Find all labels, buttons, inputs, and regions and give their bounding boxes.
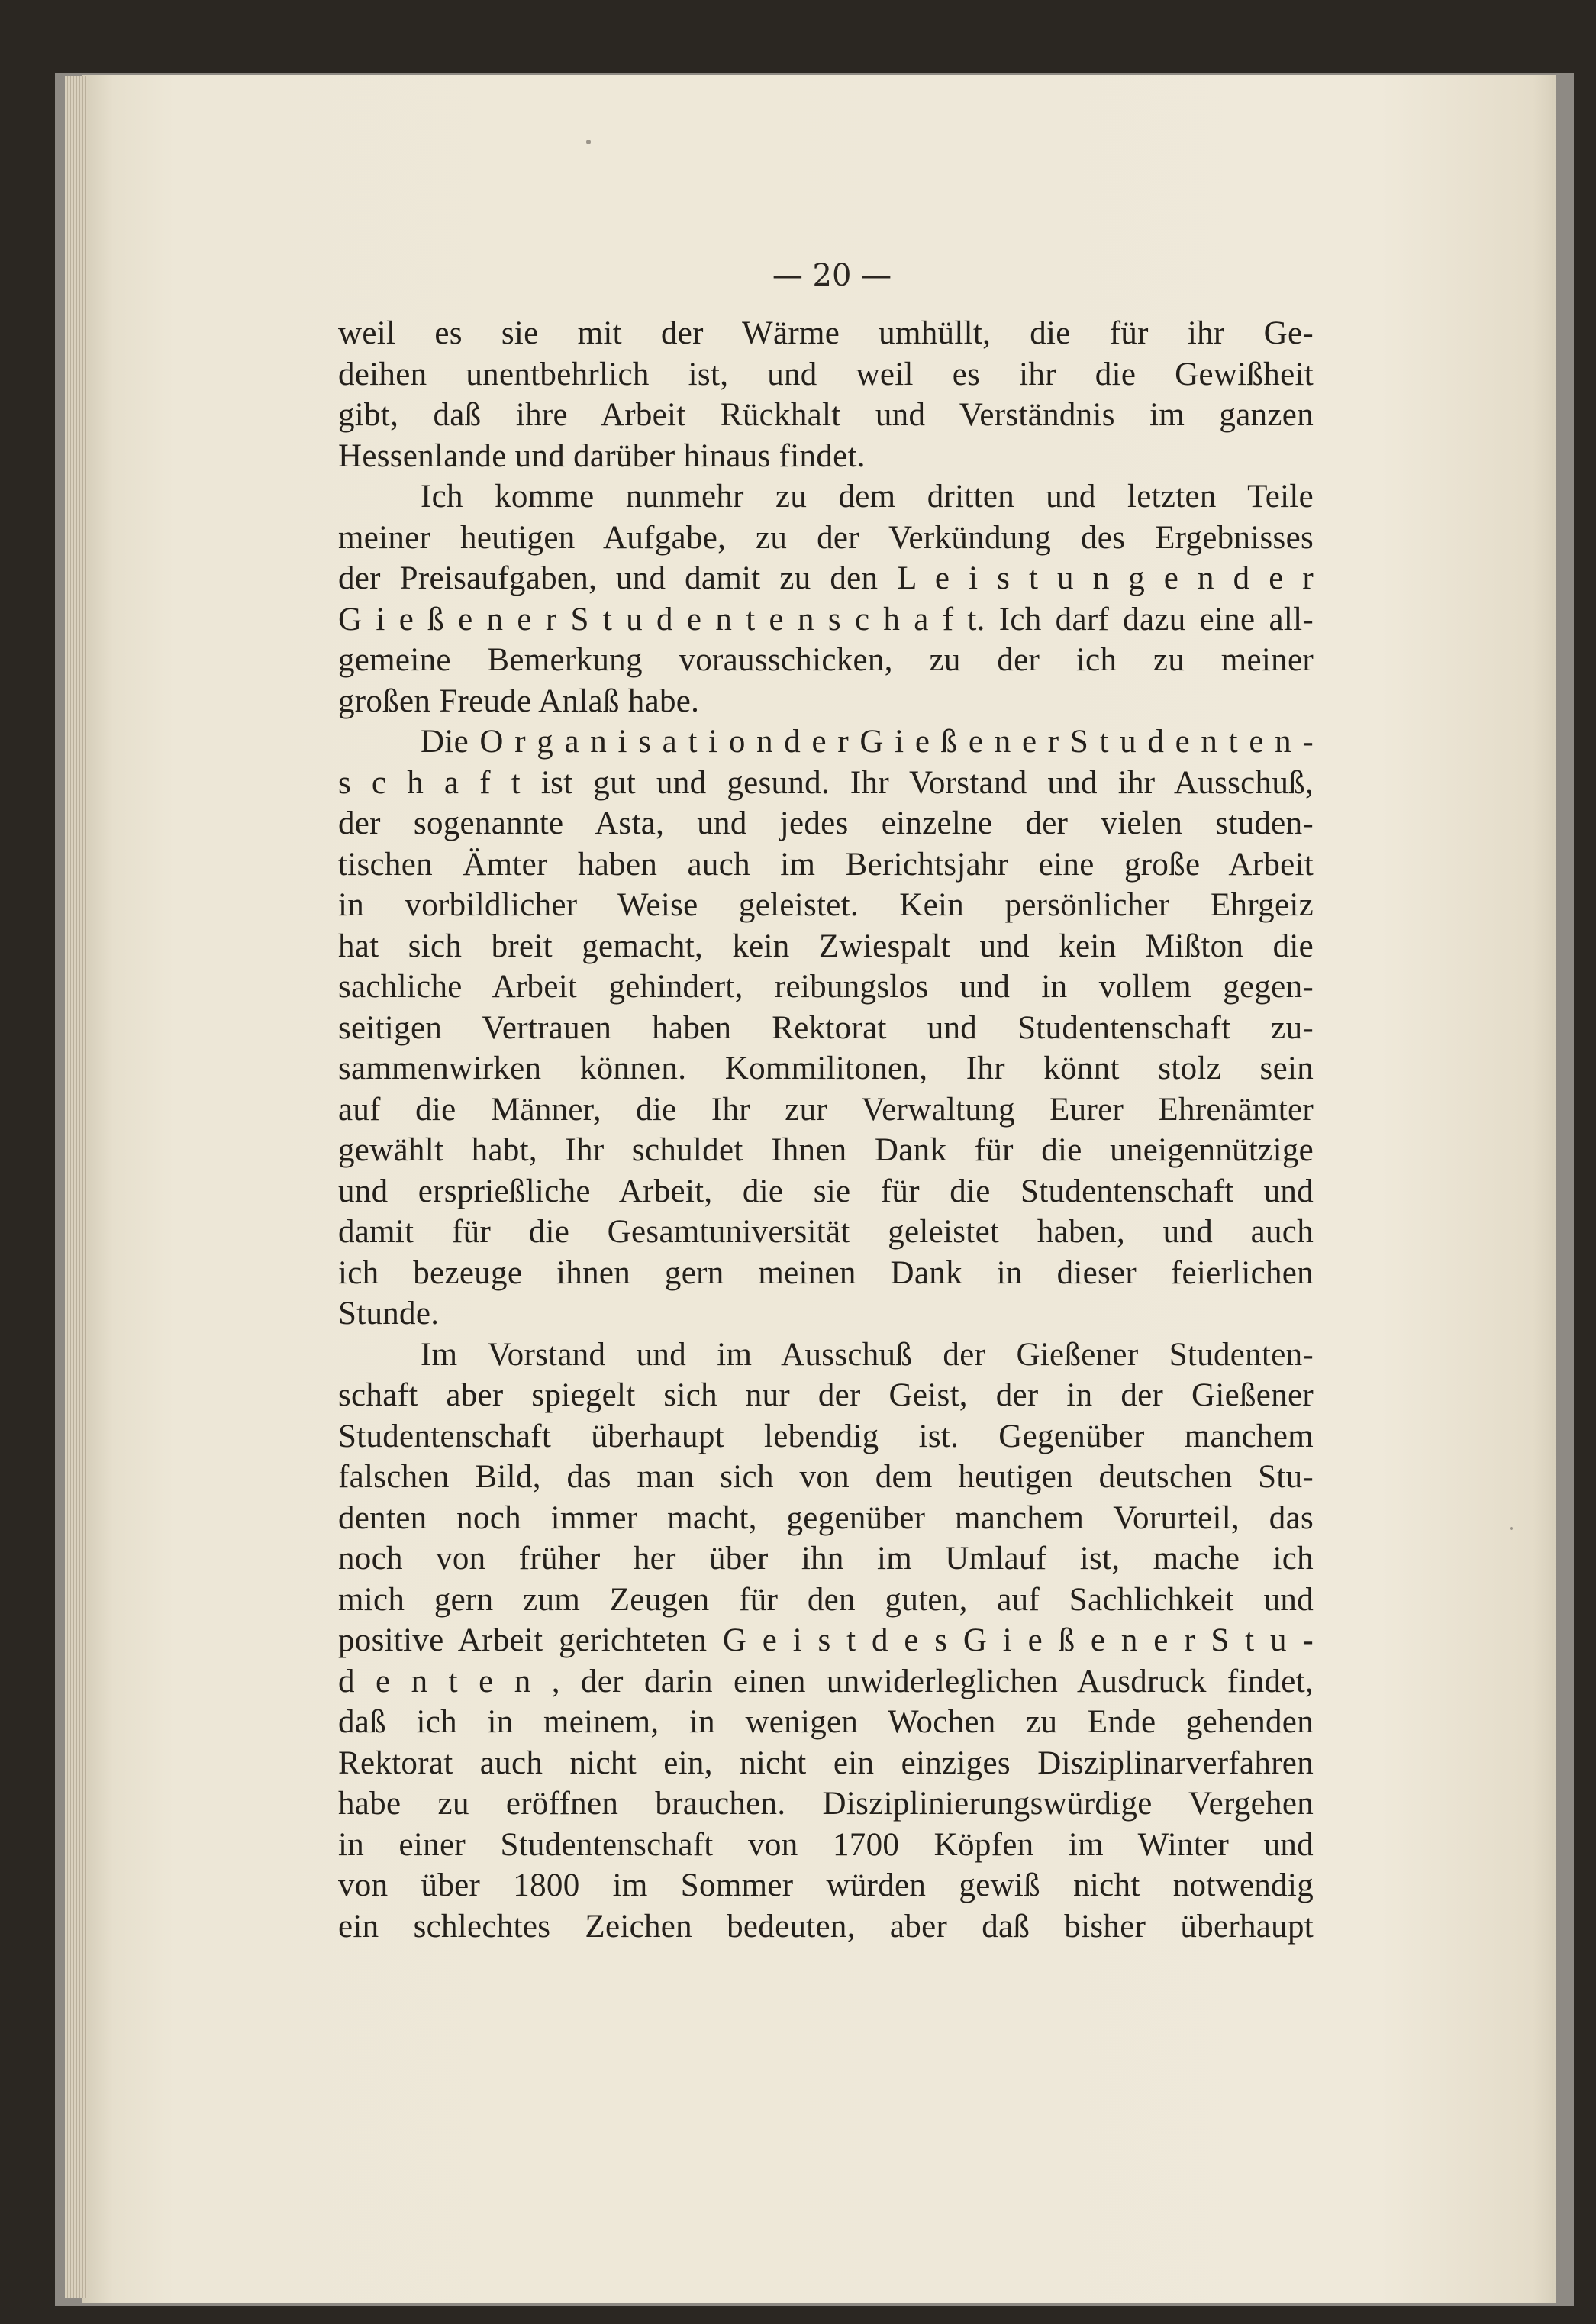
text-line: der Preisaufgaben, und damit zu den L e i s t u n g e n d e r: [338, 560, 1314, 596]
text-line: weil es sie mit der Wärme umhüllt, die für ihr Ge-: [338, 315, 1314, 351]
text-line: Die O r g a n i s a t i o n d e r G i e ß e n e r S t u d e n t e n -: [421, 724, 1314, 760]
text-line: gewählt habt, Ihr schuldet Ihnen Dank für die uneigennützige: [338, 1132, 1314, 1168]
text-line: positive Arbeit gerichteten G e i s t d e s G i e ß e n e r S t u -: [338, 1622, 1314, 1658]
text-line: mich gern zum Zeugen für den guten, auf Sachlichkeit und: [338, 1581, 1314, 1618]
text-line: ein schlechtes Zeichen bedeuten, aber daß bisher überhaupt: [338, 1908, 1314, 1945]
text-line: denten noch immer macht, gegenüber manchem Vorurteil, das: [338, 1499, 1314, 1536]
text-line: der sogenannte Asta, und jedes einzelne der vielen studen-: [338, 805, 1314, 841]
text-line: meiner heutigen Aufgabe, zu der Verkündung des Ergebnisses: [338, 519, 1314, 556]
text-line: gibt, daß ihre Arbeit Rückhalt und Verständnis im ganzen: [338, 397, 1314, 433]
text-line: in einer Studentenschaft von 1700 Köpfen im Winter und: [338, 1826, 1314, 1863]
text-line: daß ich in meinem, in wenigen Wochen zu Ende gehenden: [338, 1704, 1314, 1740]
text-line: Stunde.: [338, 1296, 440, 1331]
body-text: [338, 313, 1314, 1947]
text-line: und ersprießliche Arbeit, die sie für die Studentenschaft und: [338, 1173, 1314, 1209]
text-line: schaft aber spiegelt sich nur der Geist, der in der Gießener: [338, 1377, 1314, 1413]
text-line: noch von früher her über ihn im Umlauf ist, mache ich: [338, 1541, 1314, 1577]
text-line: von über 1800 im Sommer würden gewiß nicht notwendig: [338, 1867, 1314, 1903]
text-line: sachliche Arbeit gehindert, reibungslos und in vollem gegen-: [338, 969, 1314, 1005]
text-line: falschen Bild, das man sich von dem heutigen deutschen Stu-: [338, 1459, 1314, 1495]
page-edges: [65, 76, 88, 2298]
text-line: sammenwirken können. Kommilitonen, Ihr könnt stolz sein: [338, 1051, 1314, 1086]
text-line: Im Vorstand und im Ausschuß der Gießener Studenten-: [421, 1336, 1314, 1373]
text-line: tischen Ämter haben auch im Berichtsjahr eine große Arbeit: [338, 846, 1314, 883]
text-line: Hessenlande und darüber hinaus findet.: [338, 437, 866, 474]
text-line: s c h a f t ist gut und gesund. Ihr Vorstand und ihr Ausschuß,: [338, 764, 1314, 801]
text-line: deihen unentbehrlich ist, und weil es ihr die Gewißheit: [338, 356, 1314, 392]
text-line: seitigen Vertrauen haben Rektorat und Studentenschaft zu-: [338, 1009, 1314, 1046]
page-number: — 20 —: [772, 258, 892, 293]
text-line: in vorbildlicher Weise geleistet. Kein persönlicher Ehrgeiz: [338, 887, 1314, 923]
paper-speck: [586, 140, 591, 144]
text-line: habe zu eröffnen brauchen. Disziplinierungswürdige Vergehen: [338, 1786, 1314, 1822]
paper-speck: [1510, 1527, 1513, 1530]
text-line: großen Freude Anlaß habe.: [338, 683, 700, 719]
text-line: gemeine Bemerkung vorausschicken, zu der ich zu meiner: [338, 642, 1314, 678]
text-line: Ich komme nunmehr zu dem dritten und letzten Teile: [421, 479, 1314, 515]
text-line: auf die Männer, die Ihr zur Verwaltung Eurer Ehrenämter: [338, 1091, 1314, 1128]
text-line: d e n t e n , der darin einen unwiderleglichen Ausdruck findet,: [338, 1663, 1314, 1699]
text-line: Studentenschaft überhaupt lebendig ist. Gegenüber manchem: [338, 1418, 1314, 1454]
text-line: hat sich breit gemacht, kein Zwiespalt und kein Mißton die: [338, 928, 1314, 964]
text-line: ich bezeuge ihnen gern meinen Dank in dieser feierlichen: [338, 1254, 1314, 1291]
text-line: G i e ß e n e r S t u d e n t e n s c h a f t. Ich darf dazu eine all-: [338, 601, 1314, 637]
text-line: damit für die Gesamtuniversität geleistet haben, und auch: [338, 1214, 1314, 1250]
text-line: Rektorat auch nicht ein, nicht ein einziges Disziplinarverfahren: [338, 1745, 1314, 1781]
